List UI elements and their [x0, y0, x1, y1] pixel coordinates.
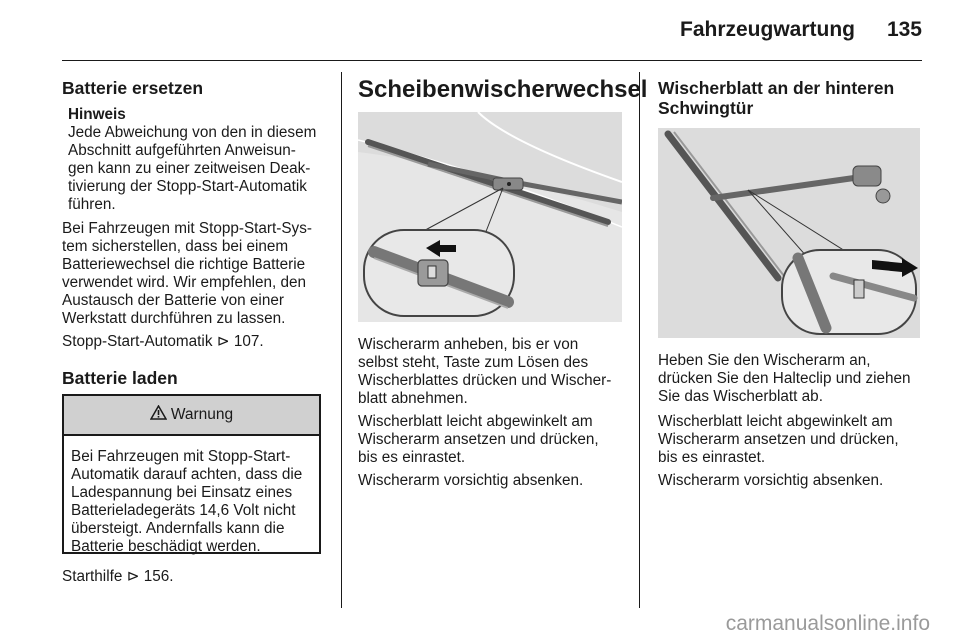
warning-box	[62, 394, 321, 554]
warning-line: Batterie beschädigt werden.	[71, 538, 261, 555]
illustration-front-wiper	[358, 112, 622, 322]
warning-line: Batterieladegeräts 14,6 Volt nicht	[71, 502, 296, 519]
note-label: Hinweis	[68, 106, 126, 123]
paragraph-line: Wischerblatt leicht abgewinkelt am	[358, 413, 593, 430]
page-number: 135	[886, 18, 922, 41]
ref-stopstart-page: 107.	[233, 333, 264, 350]
paragraph-line: bis es einrastet.	[358, 449, 466, 466]
section-title: Fahrzeugwartung	[680, 18, 856, 41]
warning-line: übersteigt. Andernfalls kann die	[71, 520, 285, 537]
paragraph-line: Wischerblatt leicht abgewinkelt am	[658, 413, 893, 430]
warning-header	[64, 396, 319, 436]
heading-battery-replace: Batterie ersetzen	[62, 78, 204, 98]
rear-wiper-step-1	[658, 352, 928, 406]
paragraph-line: Batteriewechsel die richtige Batterie	[62, 256, 306, 273]
heading-rear-wiper	[658, 78, 920, 118]
paragraph-line: Heben Sie den Wischerarm an,	[658, 352, 871, 369]
ref-stopstart[interactable]	[62, 333, 332, 351]
ref-stopstart-label: Stopp-Start-Automatik	[62, 333, 213, 350]
heading-battery-charge: Batterie laden	[62, 368, 178, 388]
heading-line: Wischerblatt an der hinteren	[658, 78, 895, 98]
note-line: führen.	[68, 196, 116, 213]
note-block	[68, 106, 330, 214]
ref-jumpstart[interactable]	[62, 568, 332, 586]
ref-jumpstart-page: 156.	[143, 568, 174, 585]
paragraph-line: verwendet wird. Wir empfehlen, den	[62, 274, 307, 291]
paragraph-line: Wischerarm ansetzen und drücken,	[358, 431, 599, 448]
paragraph-line: tem sicherstellen, dass bei einem	[62, 238, 289, 255]
note-line: Abschnitt aufgeführten Anweisun-	[68, 142, 296, 159]
watermark: carmanualsonline.info	[725, 612, 930, 635]
note-line: Jede Abweichung von den in diesem	[68, 124, 317, 141]
heading-line: Schwingtür	[658, 98, 754, 118]
battery-paragraph	[62, 220, 332, 328]
paragraph-line: blatt abnehmen.	[358, 390, 468, 407]
reference-arrow-icon: ⊳	[126, 568, 140, 585]
paragraph-line: Wischerblattes drücken und Wischer-	[358, 372, 612, 389]
wiper-step-1	[358, 336, 628, 408]
warning-line: Ladespannung bei Einsatz eines	[71, 484, 293, 501]
warning-line: Bei Fahrzeugen mit Stopp-Start-	[71, 448, 291, 465]
column-divider-2	[639, 72, 640, 608]
paragraph-line: Wischerarm ansetzen und drücken,	[658, 431, 899, 448]
paragraph-line: Bei Fahrzeugen mit Stopp-Start-Sys-	[62, 220, 312, 237]
column-divider-1	[341, 72, 342, 608]
warning-triangle-icon	[150, 405, 167, 425]
header-divider	[62, 60, 922, 61]
wiper-step-2	[358, 413, 628, 467]
reference-arrow-icon: ⊳	[216, 333, 230, 350]
paragraph-line: Werkstatt durchführen zu lassen.	[62, 310, 286, 327]
warning-line: Automatik darauf achten, dass die	[71, 466, 303, 483]
warning-label: Warnung	[170, 406, 234, 423]
heading-wiper-change: Scheibenwischerwechsel	[358, 76, 648, 103]
warning-text	[64, 436, 319, 556]
paragraph-line: bis es einrastet.	[658, 449, 766, 466]
paragraph-line: drücken Sie den Halteclip und ziehen	[658, 370, 911, 387]
note-line: tivierung der Stopp-Start-Automatik	[68, 178, 307, 195]
wiper-step-3: Wischerarm vorsichtig absenken.	[358, 472, 584, 489]
illustration-rear-wiper	[658, 128, 920, 338]
rear-wiper-step-2	[658, 413, 928, 467]
paragraph-line: Austausch der Batterie von einer	[62, 292, 284, 309]
paragraph-line: Sie das Wischerblatt ab.	[658, 388, 823, 405]
paragraph-line: selbst steht, Taste zum Lösen des	[358, 354, 589, 371]
note-line: gen kann zu einer zeitweisen Deak-	[68, 160, 311, 177]
paragraph-line: Wischerarm anheben, bis er von	[358, 336, 579, 353]
ref-jumpstart-label: Starthilfe	[62, 568, 123, 585]
rear-wiper-step-3: Wischerarm vorsichtig absenken.	[658, 472, 884, 489]
